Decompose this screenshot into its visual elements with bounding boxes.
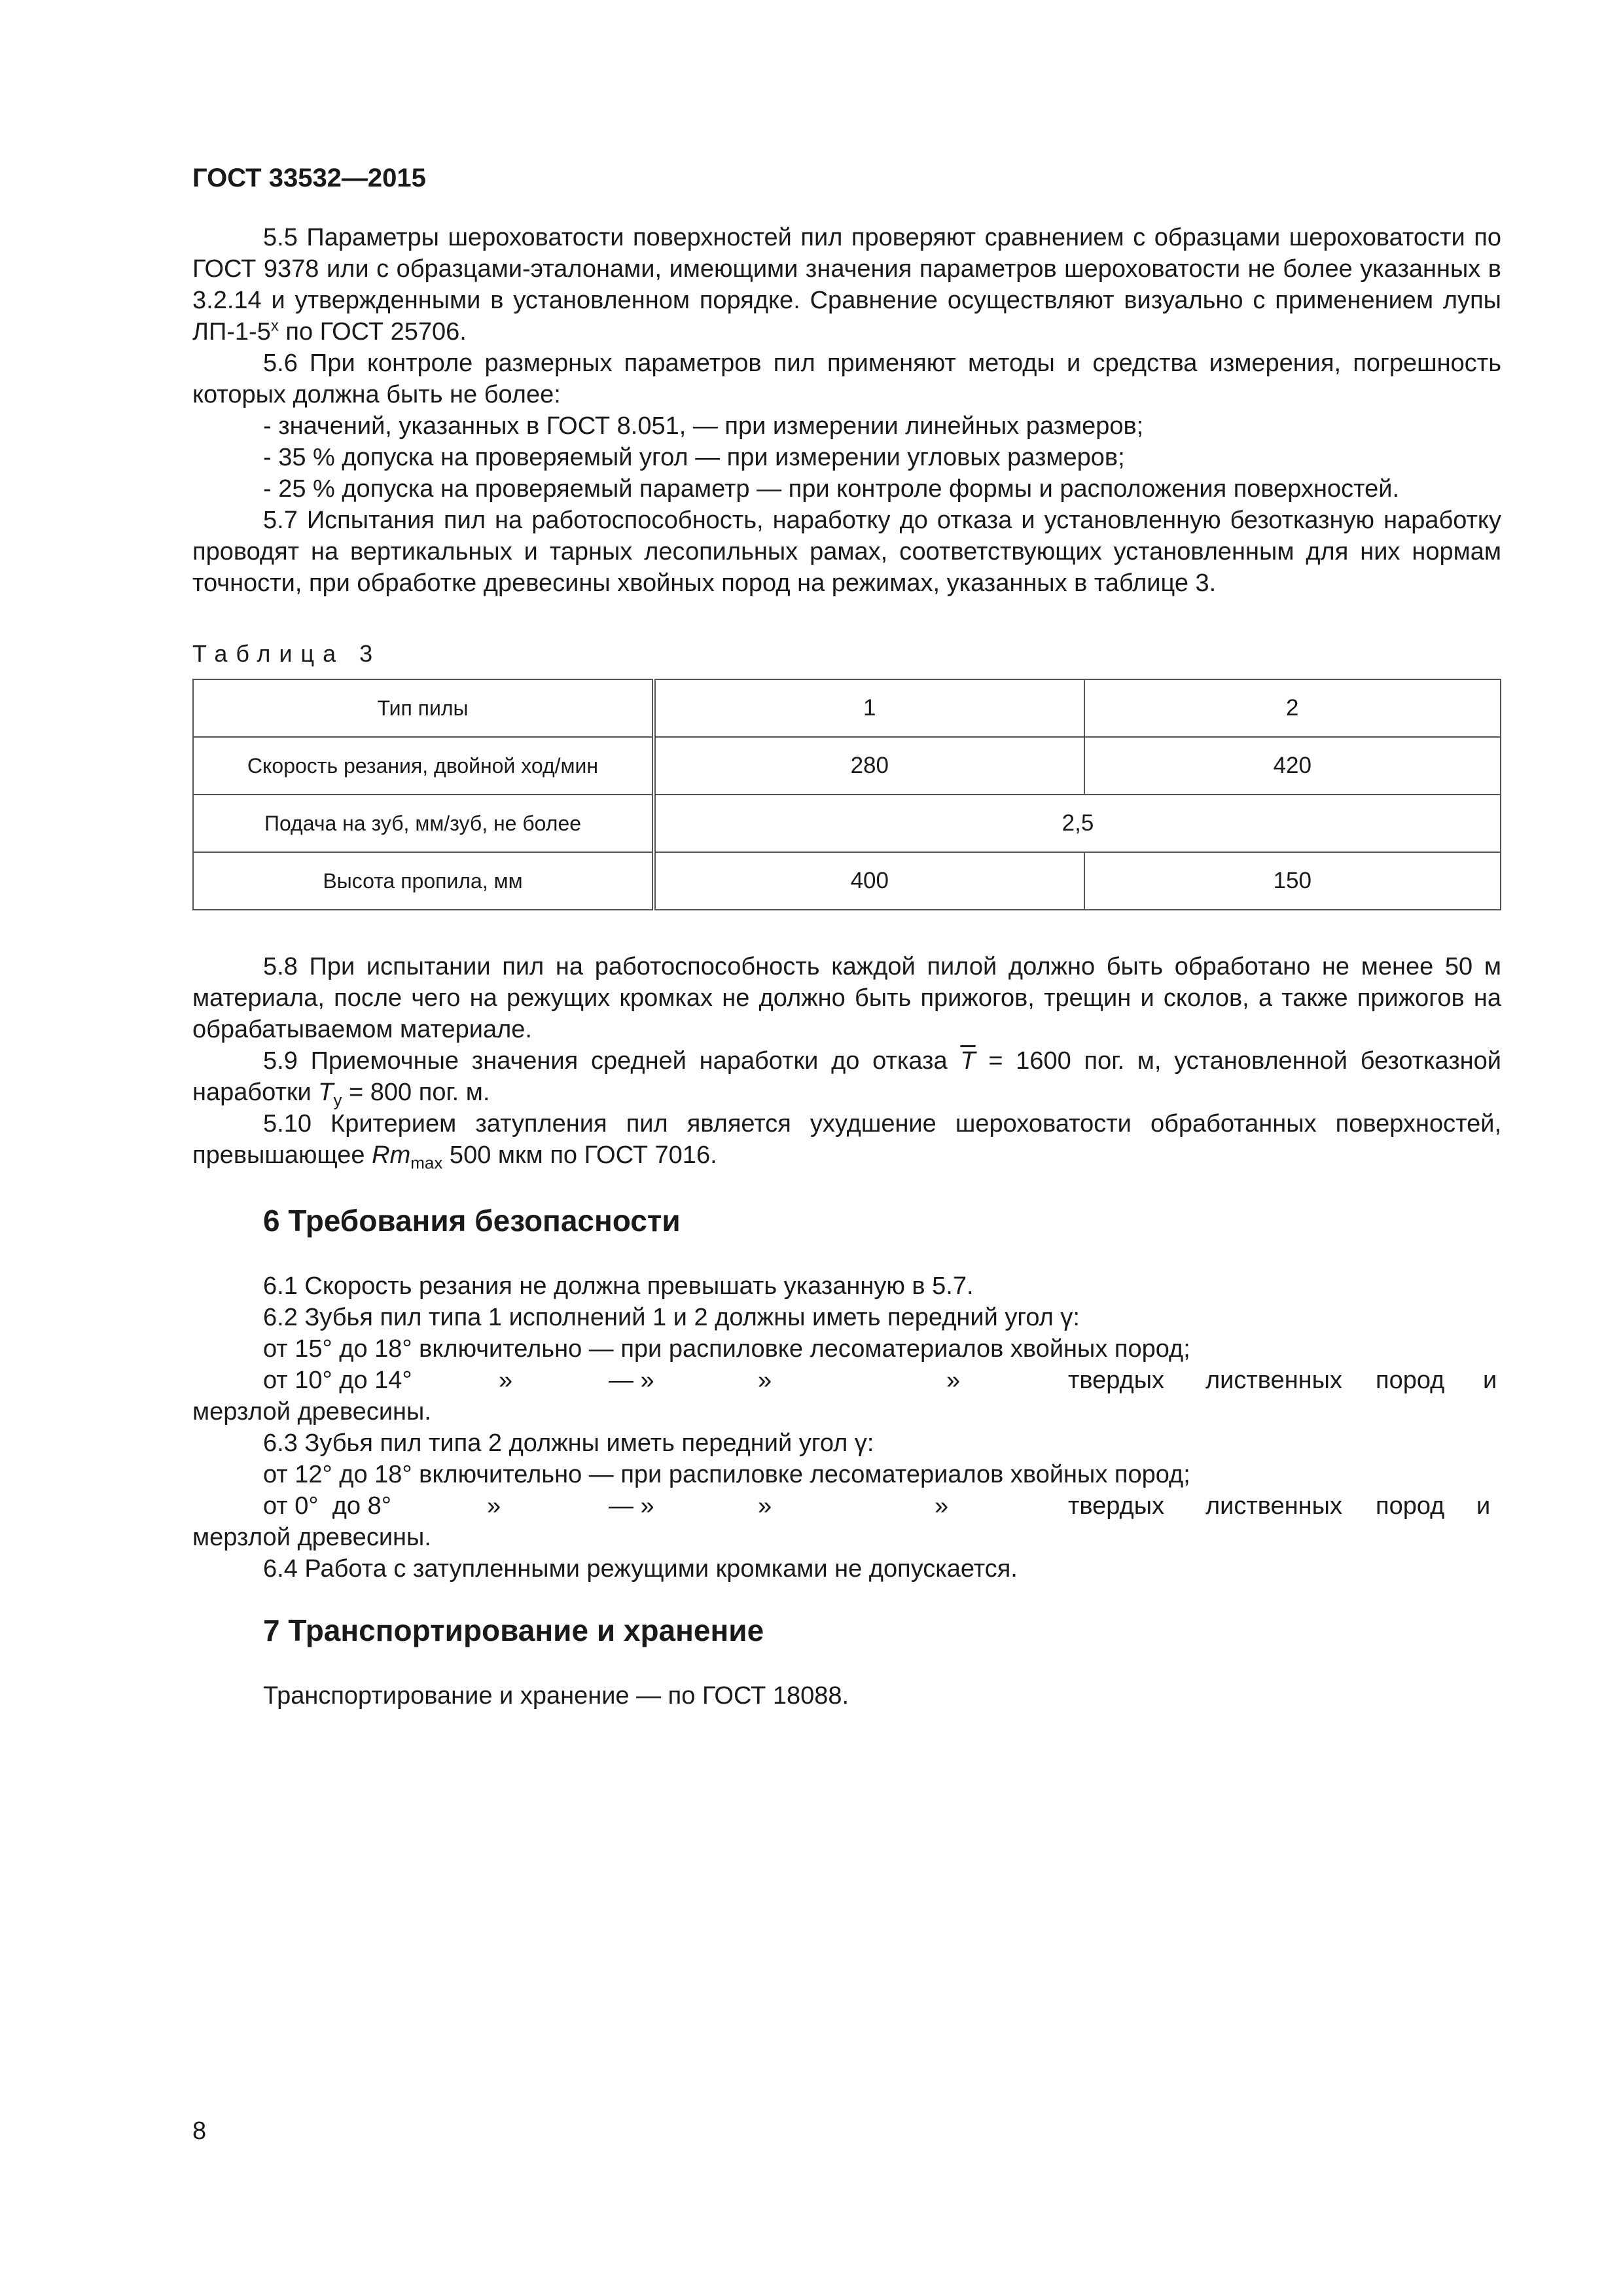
list-item: - значений, указанных в ГОСТ 8.051, — при измерении линейных размеров; (263, 412, 1144, 440)
paragraph-6-1: 6.1 Скорость резания не должна превышать указанную в 5.7. (263, 1272, 974, 1300)
table-cell: 2 (1084, 679, 1501, 737)
table-cell: Высота пропила, мм (193, 852, 654, 910)
paragraph-5-8: 5.8 При испытании пил на работоспособность каждой пилой должно быть обработано не менее 50 м материала, после чего на режущих кромках не должно быть прижогов, трещин и сколов, а также прижогов на обрабатываемом материале. (192, 953, 1501, 1043)
table-cell: Тип пилы (193, 679, 654, 737)
paragraph-6-3-line: от 0° до 8° » — » » » твердых лиственных пород и (263, 1492, 1491, 1520)
page-number: 8 (192, 2117, 207, 2145)
table-3 (192, 679, 1501, 910)
paragraph-5-10: 5.10 Критерием затупления пил является ухудшение шероховатости обработанных поверхностей, превышающее $Rm_{max}$ 500 мкм по ГОСТ 7016. (192, 1110, 1501, 1173)
table-cell: 280 (654, 737, 1084, 795)
table-cell: 420 (1084, 737, 1501, 795)
table-cell: 1 (654, 679, 1084, 737)
table-cell: 2,5 (654, 795, 1501, 852)
section-7-heading: 7 Транспортирование и хранение (263, 1613, 764, 1647)
table-cell: 150 (1084, 852, 1501, 910)
table-cell: Подача на зуб, мм/зуб, не более (193, 795, 654, 852)
paragraph-5-7: 5.7 Испытания пил на работоспособность, наработку до отказа и установленную безотказную наработку проводят на вертикальных и тарных лесопильных рамах, соответствующих установленным для них нормам точности, при обработке древесины хвойных пород на режимах, указанных в таблице 3. (192, 507, 1501, 597)
table-row (193, 852, 1501, 910)
paragraph-5-5: 5.5 Параметры шероховатости поверхностей пил проверяют сравнением с образцами шероховатости по ГОСТ 9378 или с образцами-эталонами, имеющими значения параметров шероховатости не более указанных в 3.2.14 и утвержденными в установленном порядке. Сравнение осуществляют визуально с применением лупы $ЛП-1-5^х$ по ГОСТ 25706. (192, 224, 1501, 346)
paragraph-5-6: 5.6 При контроле размерных параметров пил применяют методы и средства измерения, погрешность которых должна быть не более: (192, 350, 1501, 408)
paragraph-6-4: 6.4 Работа с затупленными режущими кромками не допускается. (263, 1555, 1018, 1583)
paragraph-6-2-line: мерзлой древесины. (192, 1398, 431, 1426)
table-row (193, 795, 1501, 852)
paragraph-6-3: 6.3 Зубья пил типа 2 должны иметь передний угол γ: (263, 1429, 874, 1457)
list-item: - 35 % допуска на проверяемый угол — при измерении угловых размеров; (263, 444, 1125, 471)
paragraph-6-3-line: мерзлой древесины. (192, 1524, 431, 1551)
paragraph-5-9: 5.9 Приемочные значения средней наработки до отказа $\overline{T} = 1600$ пог. м, установленной безотказной наработки $T_у = 800$ пог. м. (192, 1047, 1501, 1110)
table-cell: 400 (654, 852, 1084, 910)
table-caption: Таблица 3 (192, 640, 382, 667)
paragraph-6-2: 6.2 Зубья пил типа 1 исполнений 1 и 2 должны иметь передний угол γ: (263, 1304, 1080, 1331)
table-row (193, 679, 1501, 737)
section-6-heading: 6 Требования безопасности (263, 1204, 681, 1238)
list-item: - 25 % допуска на проверяемый параметр — при контроле формы и расположения поверхностей. (263, 475, 1400, 503)
paragraph-6-2-line: от 15° до 18° включительно — при распиловке лесоматериалов хвойных пород; (263, 1335, 1190, 1363)
table-row (193, 737, 1501, 795)
paragraph-7-text: Транспортирование и хранение — по ГОСТ 18088. (263, 1682, 849, 1710)
standard-number: ГОСТ 33532—2015 (192, 164, 426, 192)
paragraph-6-2-line: от 10° до 14° » — » » » твердых лиственных пород и (263, 1367, 1497, 1394)
paragraph-6-3-line: от 12° до 18° включительно — при распиловке лесоматериалов хвойных пород; (263, 1461, 1190, 1488)
table-cell: Скорость резания, двойной ход/мин (193, 737, 654, 795)
